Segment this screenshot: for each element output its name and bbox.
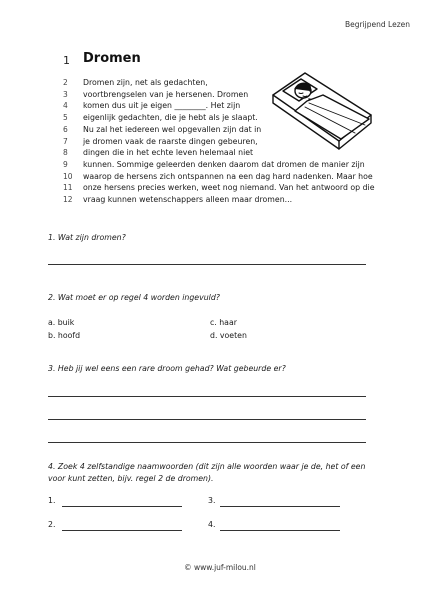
line-number: 2 xyxy=(63,78,68,87)
footer-copyright: © www.juf-milou.nl xyxy=(184,563,256,572)
answer-line-q4-3[interactable] xyxy=(220,506,340,507)
page-title: Dromen xyxy=(83,51,141,66)
question-1: 1. Wat zijn dromen? xyxy=(48,233,126,242)
option-b[interactable]: b. hoofd xyxy=(48,331,81,340)
text-line: waarop de hersens zich ontspannen na een dag hard nadenken. Maar hoe xyxy=(83,171,373,181)
line-number: 10 xyxy=(63,171,73,181)
question-2: 2. Wat moet er op regel 4 worden ingevuld? xyxy=(48,293,220,302)
option-d[interactable]: d. voeten xyxy=(210,331,247,340)
answer-label-4: 4. xyxy=(208,520,216,529)
line-number: 12 xyxy=(63,195,73,204)
sleeping-child-illustration xyxy=(265,67,375,157)
answer-line-q4-1[interactable] xyxy=(62,506,182,507)
text-line: onze hersens precies werken, weet nog niemand. Van het antwoord op die xyxy=(83,183,375,193)
line-number: 8 xyxy=(63,148,68,158)
text-line: voortbrengselen van je hersenen. Dromen xyxy=(83,89,249,99)
line-number: 5 xyxy=(63,113,68,123)
option-a[interactable]: a. buik xyxy=(48,318,75,327)
line-number: 3 xyxy=(63,89,68,99)
text-line: Nu zal het iedereen wel opgevallen zijn dat in xyxy=(83,124,262,134)
line-number: 7 xyxy=(63,136,68,146)
line-number: 6 xyxy=(63,124,68,134)
answer-line-q3-2[interactable] xyxy=(48,419,366,420)
subject-label: Begrijpend Lezen xyxy=(344,20,410,29)
line-number: 9 xyxy=(63,159,68,169)
text-line: Dromen zijn, net als gedachten, xyxy=(83,78,208,87)
text-line: komen dus uit je eigen ________. Het zijn xyxy=(83,101,241,111)
answer-line-q3-1[interactable] xyxy=(48,396,366,397)
line-number: 11 xyxy=(63,183,73,193)
question-4-line-1: 4. Zoek 4 zelfstandige naamwoorden (dit zijn alle woorden waar je de, het of een xyxy=(48,462,366,471)
answer-line-q4-4[interactable] xyxy=(220,530,340,531)
question-3: 3. Heb jij wel eens een rare droom gehad? Wat gebeurde er? xyxy=(48,364,286,373)
title-line-number: 1 xyxy=(63,54,70,67)
answer-line-q1[interactable] xyxy=(48,264,366,265)
text-line: eigenlijk gedachten, die je hebt als je slaapt. xyxy=(83,113,258,123)
text-line: je dromen vaak de raarste dingen gebeuren, xyxy=(83,136,258,146)
text-line: kunnen. Sommige geleerden denken daarom dat dromen de manier zijn xyxy=(83,159,365,169)
answer-label-3: 3. xyxy=(208,496,216,505)
option-c[interactable]: c. haar xyxy=(210,318,237,327)
answer-label-1: 1. xyxy=(48,496,56,505)
answer-line-q4-2[interactable] xyxy=(62,530,182,531)
text-line: vraag kunnen wetenschappers alleen maar dromen... xyxy=(83,195,293,204)
answer-line-q3-3[interactable] xyxy=(48,442,366,443)
answer-label-2: 2. xyxy=(48,520,56,529)
text-line: dingen die in het echte leven helemaal niet xyxy=(83,148,254,158)
line-number: 4 xyxy=(63,101,68,111)
question-4-line-2: voor kunt zetten, bijv. regel 2 de dromen). xyxy=(48,474,214,483)
